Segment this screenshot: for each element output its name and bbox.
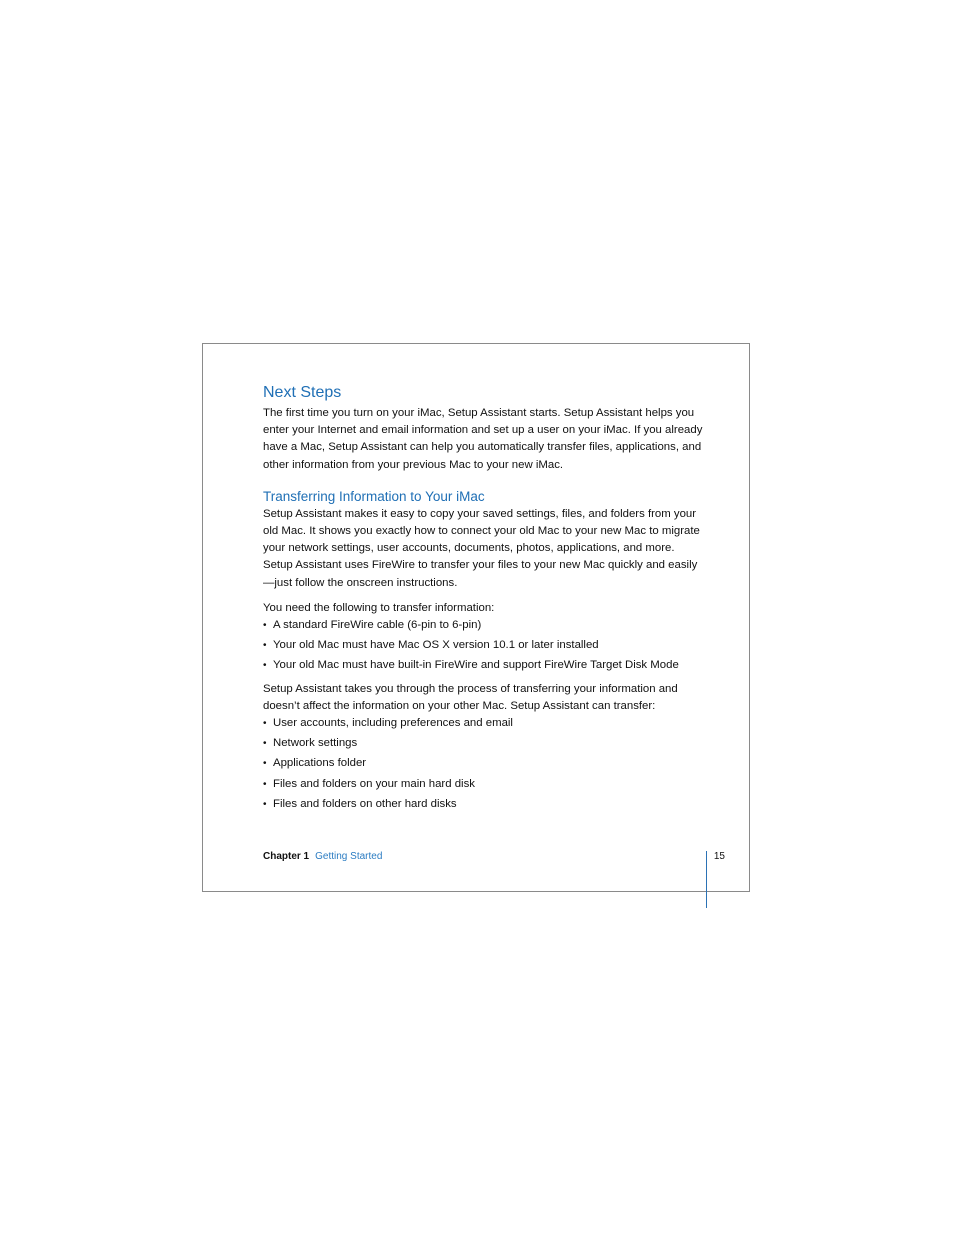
chapter-label: Chapter 1 [263, 851, 310, 862]
requirements-intro: You need the following to transfer information: [263, 601, 495, 614]
page-content [263, 383, 703, 816]
page-number: 15 [713, 851, 725, 862]
chapter-title: Getting Started [315, 851, 383, 862]
section-intro: The first time you turn on your iMac, Setup Assistant starts. Setup Assistant helps you enter your Internet and email information and set up a user on your iMac. If you already have a Mac, Setup Assistant can help you automatically transfer files, applications, and other information from your previous Mac to your new iMac. [263, 407, 703, 471]
page-footer [263, 850, 725, 866]
list-item: • A standard FireWire cable (6-pin to 6-pin) [263, 617, 703, 634]
page-marker-line [706, 851, 707, 908]
list-item: • Network settings [263, 735, 703, 752]
transfer-intro: Setup Assistant takes you through the process of transferring your information and doesn’t affect the information on your other Mac. Setup Assistant can transfer: [263, 682, 678, 712]
transfer-list [263, 715, 703, 813]
subsection-paragraph: Setup Assistant makes it easy to copy your saved settings, files, and folders from your old Mac. It shows you exactly how to connect your old Mac to your new Mac to migrate your network settings, user accounts, documents, photos, applications, and more. Setup Assistant uses FireWire to transfer your files to your new Mac quickly and easily—just follow the onscreen instructions. [263, 507, 700, 589]
list-item: • Files and folders on other hard disks [263, 796, 703, 813]
subsection-title: Transferring Information to Your iMac [263, 488, 485, 504]
section-title: Next Steps [263, 384, 342, 401]
list-item: • User accounts, including preferences and email [263, 715, 703, 732]
requirements-list [263, 617, 703, 675]
list-item: • Your old Mac must have built-in FireWire and support FireWire Target Disk Mode [263, 657, 703, 674]
list-item: • Files and folders on your main hard disk [263, 776, 703, 793]
list-item: • Applications folder [263, 755, 703, 772]
list-item: • Your old Mac must have Mac OS X version 10.1 or later installed [263, 637, 703, 654]
